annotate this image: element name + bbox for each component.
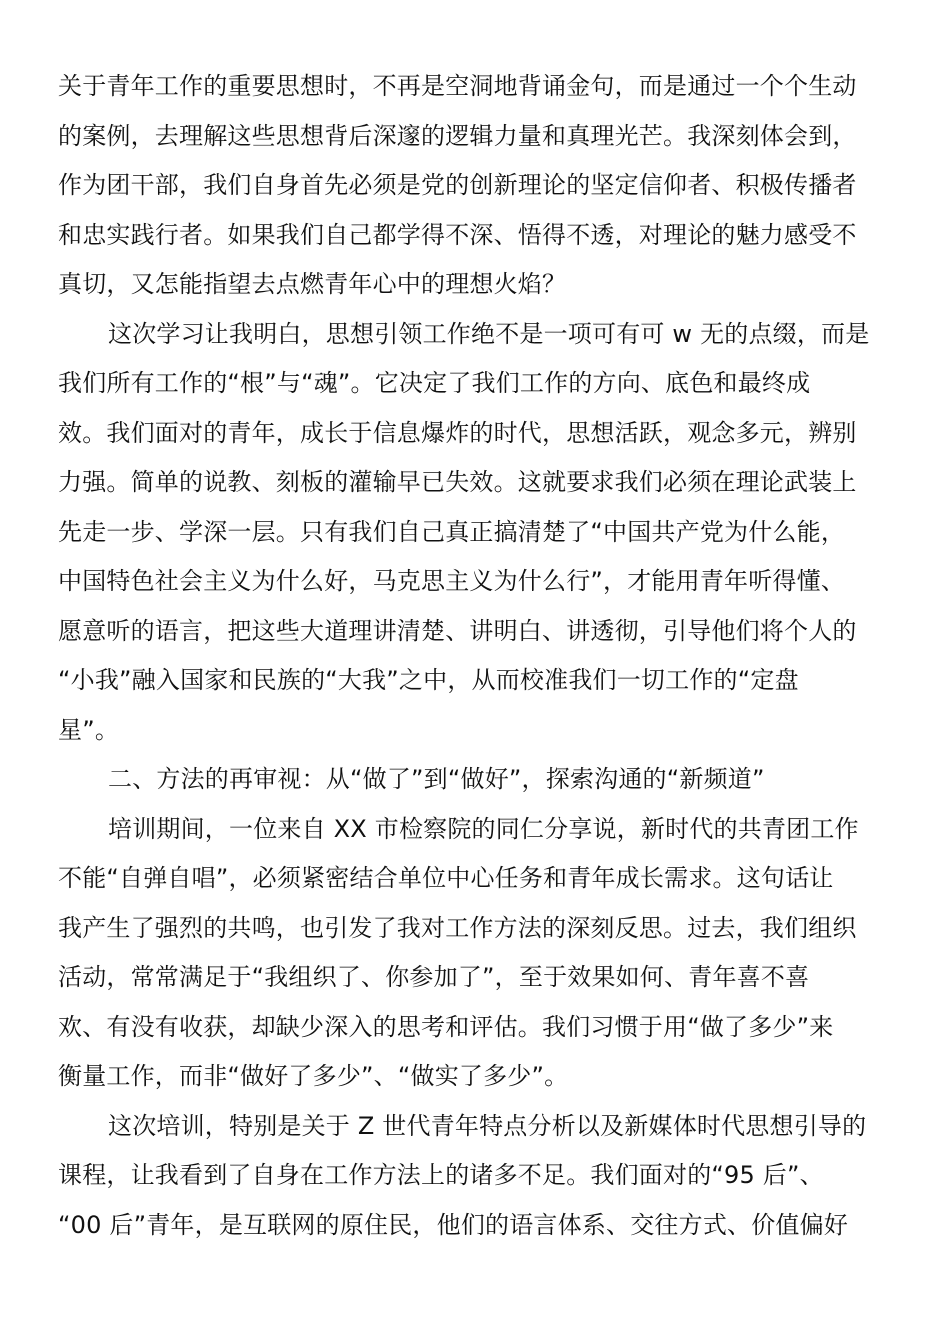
- text-line: “00 后”青年，是互联网的原住民，他们的语言体系、交往方式、价值偏好: [58, 1210, 849, 1239]
- text-line: 中国特色社会主义为什么好，马克思主义为什么行”，才能用青年听得懂、: [58, 567, 846, 595]
- text-line: 先走一步、学深一层。只有我们自己真正搞清楚了“中国共产党为什么能，: [58, 517, 846, 546]
- text-line: 的案例，去理解这些思想背后深邃的逻辑力量和真理光芒。我深刻体会到，: [58, 121, 857, 150]
- text-line: “小我”融入国家和民族的“大我”之中，从而校准我们一切工作的“定盘: [58, 666, 799, 694]
- text-line: 关于青年工作的重要思想时，不再是空洞地背诵金句，而是通过一个个生动: [58, 72, 857, 100]
- text-line: 力强。简单的说教、刻板的灌输早已失效。这就要求我们必须在理论武装上: [58, 468, 857, 496]
- text-line: 作为团干部，我们自身首先必须是党的创新理论的坚定信仰者、积极传播者: [58, 171, 857, 199]
- text-line: 星”。: [58, 715, 120, 744]
- text-line: 课程，让我看到了自身在工作方法上的诸多不足。我们面对的“95 后”、: [58, 1161, 824, 1189]
- paragraph-first-line: 培训期间，一位来自 XX 市检察院的同仁分享说，新时代的共青团工作: [108, 814, 859, 843]
- text-line: 我们所有工作的“根”与“魂”。它决定了我们工作的方向、底色和最终成: [58, 369, 811, 397]
- document-body: [58, 62, 890, 1250]
- text-line: 愿意听的语言，把这些大道理讲清楚、讲明白、讲透彻，引导他们将个人的: [58, 616, 857, 645]
- text-line: 和忠实践行者。如果我们自己都学得不深、悟得不透，对理论的魅力感受不: [58, 220, 857, 249]
- text-line: 效。我们面对的青年，成长于信息爆炸的时代，思想活跃，观念多元，辨别: [58, 418, 857, 447]
- text-line: 不能“自弹自唱”，必须紧密结合单位中心任务和青年成长需求。这句话让: [58, 864, 834, 892]
- text-line: 欢、有没有收获，却缺少深入的思考和评估。我们习惯于用“做了多少”来: [58, 1012, 834, 1041]
- paragraph-first-line: 这次学习让我明白，思想引领工作绝不是一项可有可 w 无的点缀，而是: [108, 319, 870, 348]
- text-line: 真切，又怎能指望去点燃青年心中的理想火焰？: [58, 270, 567, 298]
- text-line: 我产生了强烈的共鸣，也引发了我对工作方法的深刻反思。过去，我们组织: [58, 913, 857, 942]
- section-heading: 二、方法的再审视：从“做了”到“做好”，探索沟通的“新频道”: [108, 765, 765, 793]
- text-line: 衡量工作，而非“做好了多少”、“做实了多少”。: [58, 1062, 569, 1090]
- paragraph-first-line: 这次培训，特别是关于 Z 世代青年特点分析以及新媒体时代思想引导的: [108, 1111, 867, 1140]
- text-line: 活动，常常满足于“我组织了、你参加了”，至于效果如何、青年喜不喜: [58, 963, 810, 991]
